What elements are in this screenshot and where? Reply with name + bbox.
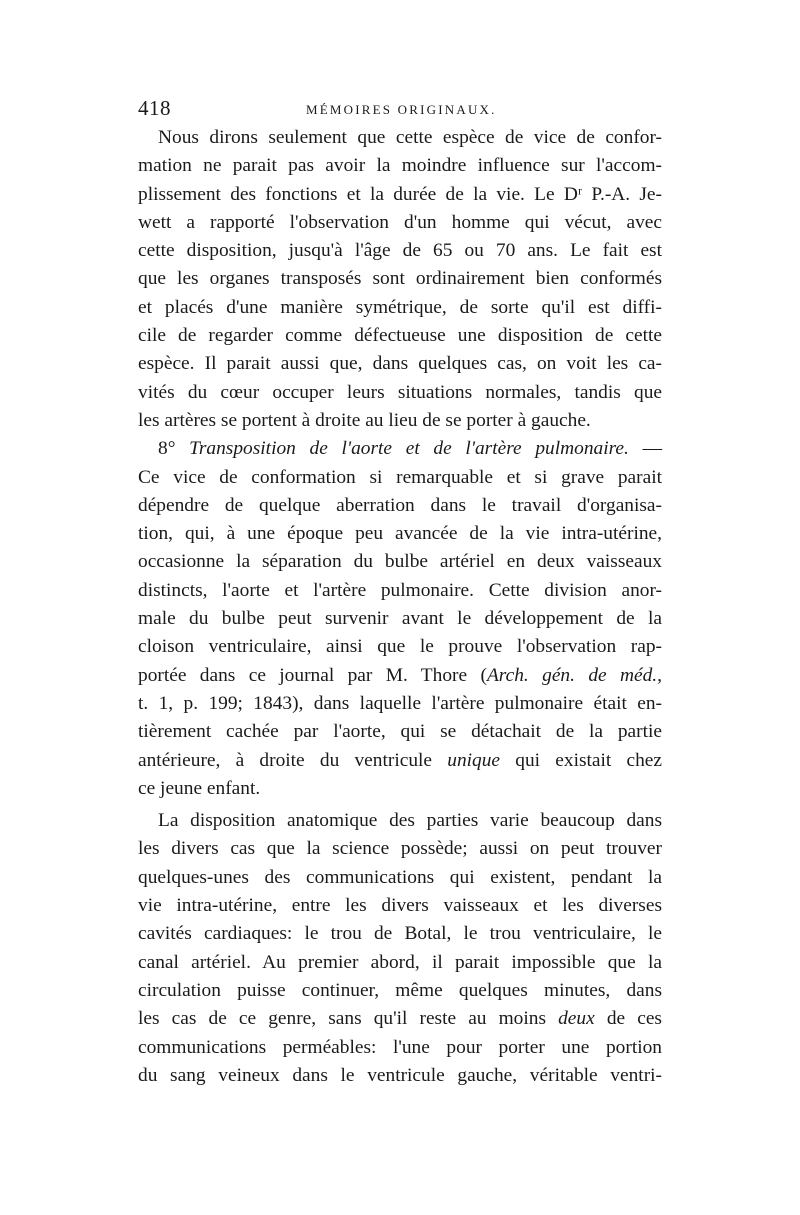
text-line: mation ne parait pas avoir la moindre influence sur l'accom- — [138, 155, 662, 177]
journal-citation: Arch. gén. de méd., — [486, 664, 662, 686]
text-line — [138, 1005, 662, 1033]
emphasis-word: unique — [447, 749, 501, 771]
text-line: circulation puisse continuer, même quelques minutes, dans — [138, 979, 662, 1001]
text-line: ce jeune enfant. — [138, 777, 261, 799]
text-line: cloison ventriculaire, ainsi que le prouve l'observation rap- — [138, 636, 662, 658]
section-heading: Transposition de l'aorte et de l'artère pulmonaire. — [189, 438, 629, 460]
body-text — [138, 124, 662, 1090]
section-number: 8° — [158, 438, 190, 460]
text-line: communications perméables: l'une pour porter une portion — [138, 1036, 662, 1058]
text-line: plissement des fonctions et la durée de la vie. Le Dʳ P.-A. Je- — [138, 183, 662, 205]
text-line: tion, qui, à une époque peu avancée de la vie intra-utérine, — [138, 523, 662, 545]
text-line: Ce vice de conformation si remarquable et si grave parait — [138, 466, 662, 488]
text-line: cile de regarder comme défectueuse une disposition de cette — [138, 325, 662, 347]
heading-dash: — — [628, 438, 662, 460]
text-line: les divers cas que la science possède; aussi on peut trouver — [138, 838, 662, 860]
text-line — [138, 747, 662, 775]
text-line: vités du cœur occuper leurs situations normales, tandis que — [138, 381, 662, 403]
citation-line — [138, 662, 662, 690]
text-line: et placés d'une manière symétrique, de sorte qu'il est diffi- — [138, 296, 662, 318]
text-line: occasionne la séparation du bulbe artériel en deux vaisseaux — [138, 551, 662, 573]
text-line: dépendre de quelque aberration dans le travail d'organisa- — [138, 494, 662, 516]
page-number: 418 — [138, 96, 171, 120]
text-line: du sang veineux dans le ventricule gauche, véritable ventri- — [138, 1064, 662, 1086]
text-segment: portée dans ce journal par M. Thore ( — [138, 664, 487, 686]
text-line: espèce. Il parait aussi que, dans quelques cas, on voit les ca- — [138, 353, 662, 375]
section-heading-line — [138, 435, 662, 463]
paragraph-2 — [138, 435, 662, 803]
emphasis-word: deux — [558, 1008, 595, 1030]
text-line: t. 1, p. 199; 1843), dans laquelle l'artère pulmonaire était en- — [138, 692, 662, 714]
text-line: male du bulbe peut survenir avant le développement de la — [138, 608, 662, 630]
paragraph-1 — [138, 124, 662, 435]
text-line: cavités cardiaques: le trou de Botal, le trou ventriculaire, le — [138, 923, 662, 945]
text-segment: qui existait chez — [500, 749, 663, 771]
text-line: vie intra-utérine, entre les divers vaisseaux et les diverses — [138, 895, 662, 917]
text-line: Nous dirons seulement que cette espèce de vice de confor- — [158, 127, 662, 148]
text-segment: antérieure, à droite du ventricule — [138, 749, 448, 771]
text-line: quelques-unes des communications qui existent, pendant la — [138, 866, 662, 888]
text-segment: de ces — [594, 1008, 662, 1030]
text-line: que les organes transposés sont ordinairement bien conformés — [138, 268, 662, 290]
paragraph-3 — [138, 807, 662, 1090]
text-segment: les cas de ce genre, sans qu'il reste au moins — [138, 1008, 559, 1030]
running-title: MÉMOIRES ORIGINAUX. — [306, 102, 497, 117]
text-line: cette disposition, jusqu'à l'âge de 65 ou 70 ans. Le fait est — [138, 240, 662, 262]
text-line: La disposition anatomique des parties varie beaucoup dans — [158, 810, 662, 832]
running-head — [138, 96, 658, 126]
text-line: les artères se portent à droite au lieu de se porter à gauche. — [138, 409, 591, 431]
text-line: wett a rapporté l'observation d'un homme qui vécut, avec — [138, 211, 662, 233]
text-line: canal artériel. Au premier abord, il parait impossible que la — [138, 951, 662, 973]
text-line: distincts, l'aorte et l'artère pulmonaire. Cette division anor- — [138, 579, 662, 601]
text-line: tièrement cachée par l'aorte, qui se détachait de la partie — [138, 721, 662, 743]
